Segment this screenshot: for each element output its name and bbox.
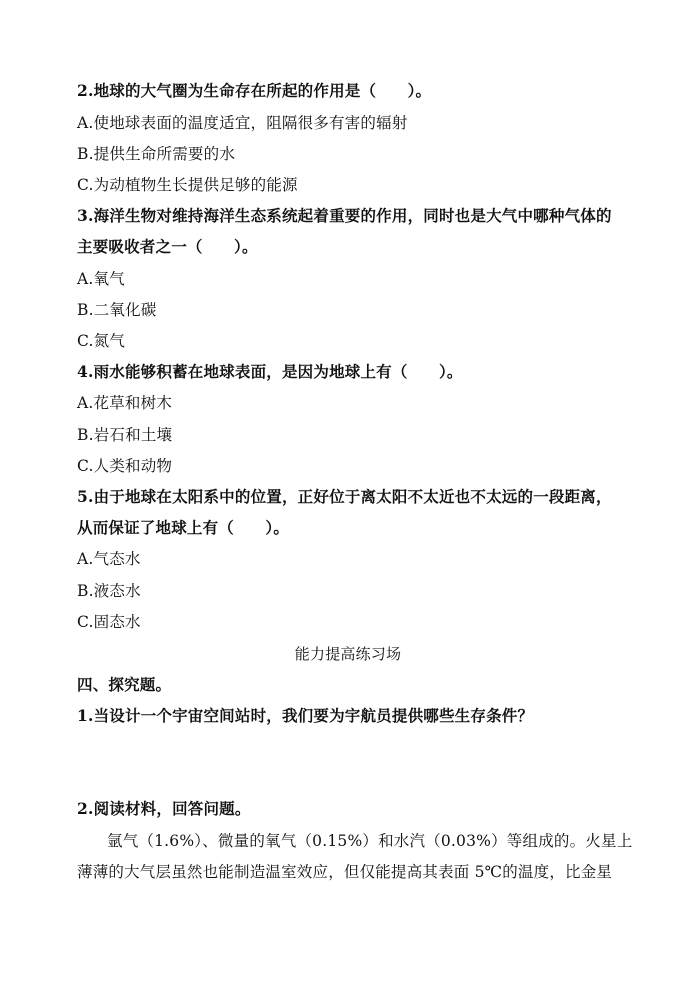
inquiry-question-1: 1.当设计一个宇宙空间站时，我们要为宇航员提供哪些生存条件？ <box>77 706 534 725</box>
question-2-option-b: B.提供生命所需要的水 <box>77 145 236 163</box>
question-4-option-c: C.人类和动物 <box>77 457 173 475</box>
question-3-option-a: A.氧气 <box>77 270 125 288</box>
question-3-option-c: C.氮气 <box>77 332 126 350</box>
question-4-option-a: A.花草和树木 <box>77 394 173 412</box>
question-4-stem: 4.雨水能够积蓄在地球表面，是因为地球上有（ ）。 <box>77 362 463 381</box>
question-5-stem-line2: 从而保证了地球上有（ ）。 <box>77 518 290 537</box>
question-3-stem-line1: 3.海洋生物对维持海洋生态系统起着重要的作用，同时也是大气中哪种气体的 <box>77 206 612 225</box>
passage-line-1: 氩气（1.6%）、微量的氧气（0.15%）和水汽（0.03%）等组成的。火星上 <box>107 832 633 850</box>
inquiry-question-2: 2.阅读材料，回答问题。 <box>77 799 251 818</box>
passage-line-2: 薄薄的大气层虽然也能制造温室效应，但仅能提高其表面 5℃的温度，比金星 <box>77 863 613 881</box>
section-title: 能力提高练习场 <box>294 645 402 663</box>
question-4-option-b: B.岩石和土壤 <box>77 426 173 444</box>
question-2-stem: 2.地球的大气圈为生命存在所起的作用是（ ）。 <box>77 81 432 100</box>
question-5-stem-line1: 5.由于地球在太阳系中的位置，正好位于离太阳不太近也不太远的一段距离， <box>77 487 612 506</box>
question-5-option-b: B.液态水 <box>77 582 141 600</box>
question-2-option-a: A.使地球表面的温度适宜，阻隔很多有害的辐射 <box>77 114 408 132</box>
question-5-option-a: A.气态水 <box>77 550 141 568</box>
question-3-option-b: B.二氧化碳 <box>77 301 157 319</box>
part-heading: 四、探究题。 <box>77 675 172 694</box>
question-5-option-c: C.固态水 <box>77 613 141 631</box>
question-2-option-c: C.为动植物生长提供足够的能源 <box>77 176 298 194</box>
question-3-stem-line2: 主要吸收者之一（ ）。 <box>77 237 258 256</box>
